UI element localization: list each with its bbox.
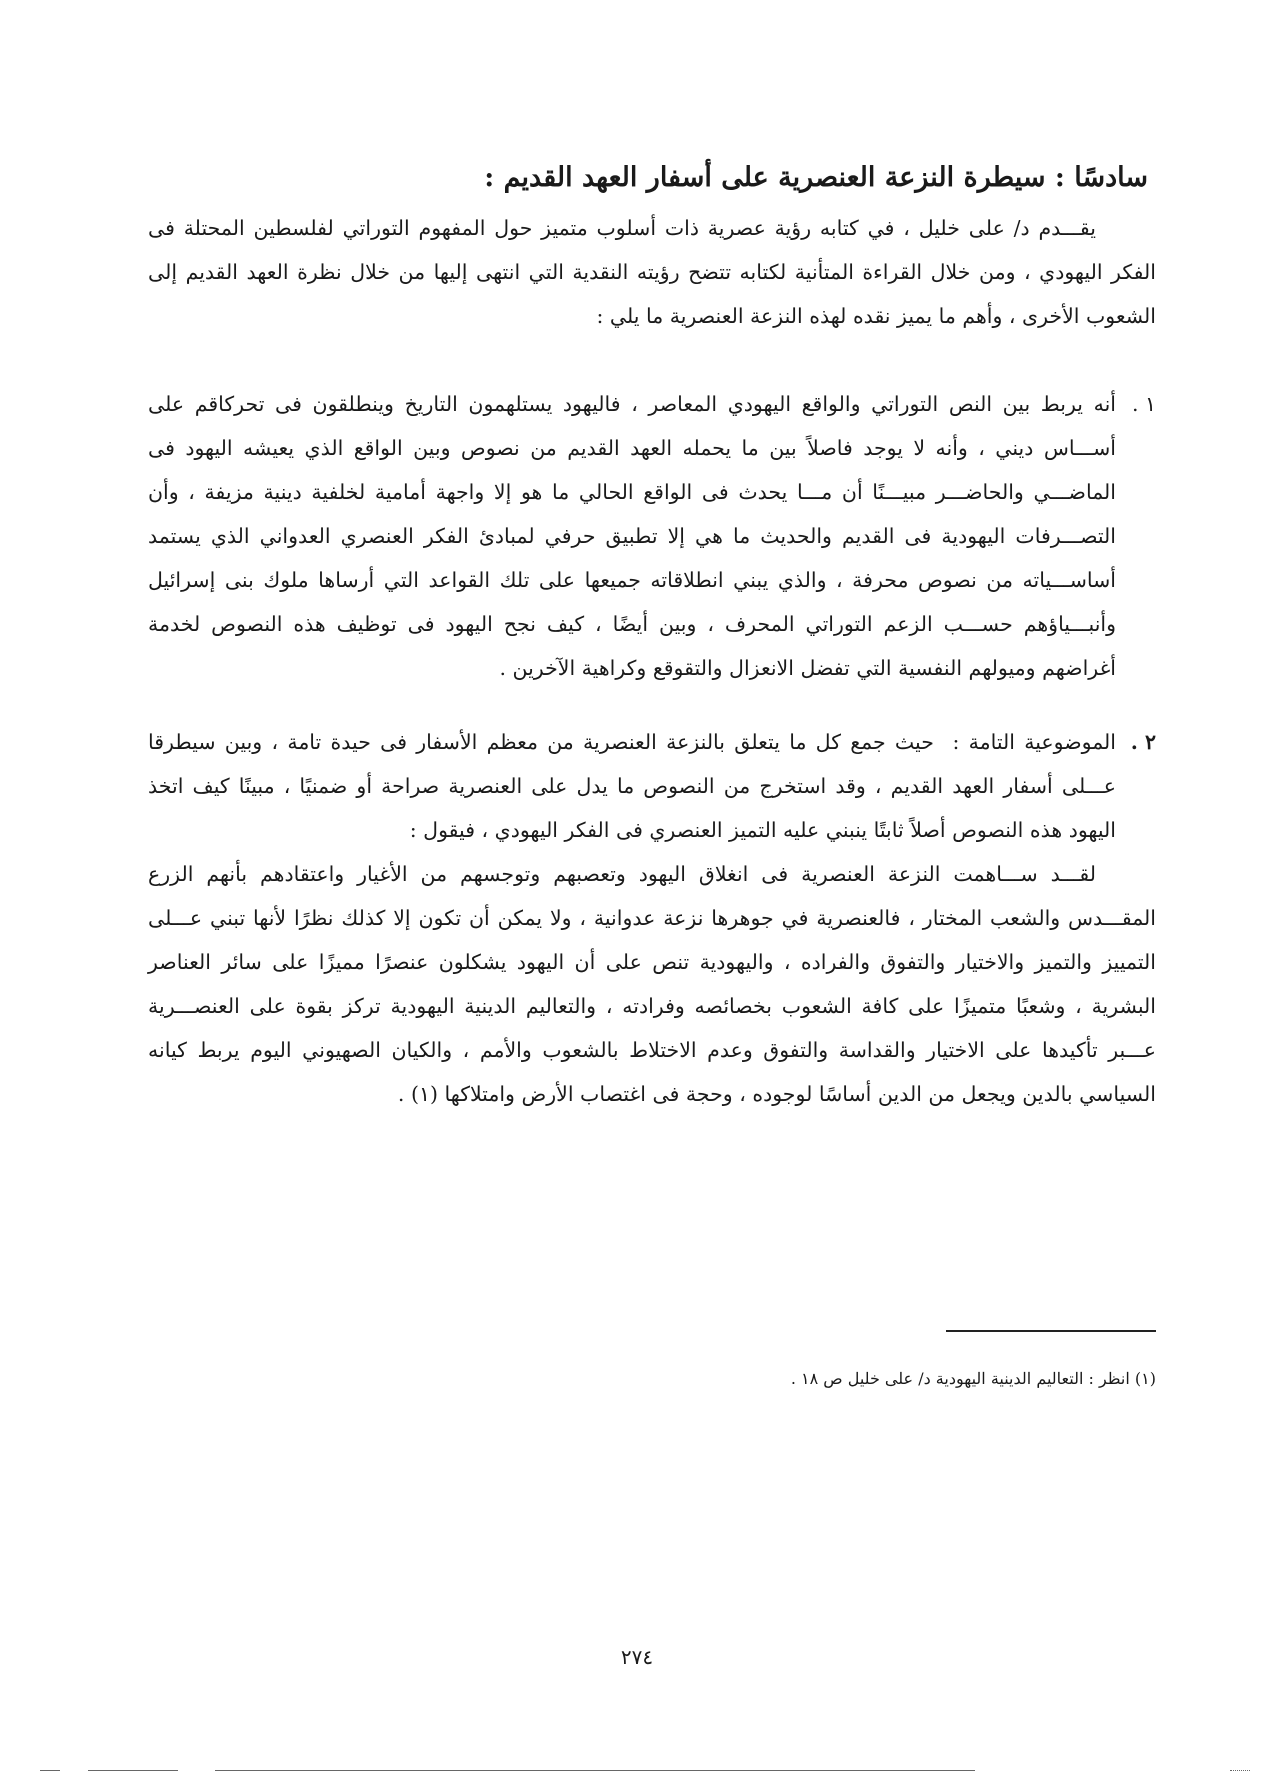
page-content xyxy=(148,158,1156,1116)
quote-text: لقـــد ســـاهمت النزعة العنصرية فى انغلاق اليهود وتعصبهم وتوجسهم من الأغيار واعتقادهم بأنهم الزرع المقـــدس والشعب المختار ، فالعنصرية في جوهرها نزعة عدوانية ، ولا يمكن أن تكون إلا كذلك نظرًا لأنها تبني عـــلى التمييز والتميز والاختيار والتفوق والفراده ، واليهودية تنص على أن اليهود يشكلون عنصرًا مميزًا على سائر العناصر البشرية ، وشعبًا متميزًا على كافة الشعوب بخصائصه وفرادته ، والتعاليم الدينية اليهودية تركز بقوة على العنصـــرية عـــبر تأكيدها على الاختيار والقداسة والتفوق وعدم الاختلاط بالشعوب والأمم ، والكيان الصهيوني اليوم يربط كيانه السياسي بالدين ويجعل من الدين أساسًا لوجوده ، وحجة فى اغتصاب الأرض وامتلاكها xyxy=(148,862,1156,1106)
intro-paragraph: يقـــدم د/ على خليل ، في كتابه رؤية عصرية ذات أسلوب متميز حول المفهوم التوراتي لفلسطين المحتلة فى الفكر اليهودي ، ومن خلال القراءة المتأنية لكتابه تتضح رؤيته النقدية التي انتهى إليها من خلال نظرة العهد القديم إلى الشعوب الأخرى ، وأهم ما يميز نقده لهذه النزعة العنصرية ما يلي : xyxy=(148,216,1156,328)
scan-edge-line xyxy=(40,1770,60,1771)
spacer xyxy=(148,690,1156,720)
footnote: (١) انظر : التعاليم الدينية اليهودية د/ على خليل ص ١٨ . xyxy=(790,1369,1156,1388)
footnote-reference: (١) xyxy=(410,1082,438,1106)
list-marker-1: ١ . xyxy=(1131,392,1156,416)
scan-edge-line xyxy=(215,1770,975,1771)
footnote-divider xyxy=(946,1330,1156,1332)
section-heading: سادسًا : سيطرة النزعة العنصرية على أسفار العهد القديم : xyxy=(484,162,1148,193)
quote-end: . xyxy=(397,1082,411,1106)
list-item-1 xyxy=(148,382,1156,690)
list-lead-2: الموضوعية التامة : xyxy=(952,730,1116,754)
quote-paragraph xyxy=(148,852,1156,1116)
spacer xyxy=(148,338,1156,382)
list-text-2 xyxy=(148,720,1116,852)
scan-edge-line xyxy=(88,1770,178,1771)
list-marker-2: ٢ . xyxy=(1130,730,1156,754)
list-text-1: أنه يربط بين النص التوراتي والواقع اليهودي المعاصر ، فاليهود يستلهمون التاريخ وينطلقون فى تحركاقم على أســـاس ديني ، وأنه لا يوجد فاصلاً بين ما يحمله العهد القديم من نصوص وبين الواقع الذي يعيشه اليهود فى الماضـــي والحاضـــر مبيـــنًا أن مـــا يحدث فى الواقع الحالي ما هو إلا واجهة أمامية لخلفية دينية مزيفة ، وأن التصـــرفات اليهودية فى القديم والحديث ما هي إلا تطبيق حرفي لمبادئ الفكر العنصري العدواني الذي يستمد أساســـياته من نصوص محرفة ، والذي يبني انطلاقاته جميعها على تلك القواعد التي أرساها ملوك بنى إسرائيل وأنبـــياؤهم حســـب الزعم التوراتي المحرف ، وبين أيضًا ، كيف نجح اليهود فى توظيف هذه النصوص لخدمة أغراضهم وميولهم النفسية التي تفضل الانعزال والتقوقع وكراهية الآخرين . xyxy=(148,392,1116,680)
list-item-2 xyxy=(148,720,1156,852)
scan-edge-line xyxy=(1230,1770,1250,1771)
list-body-2: حيث جمع كل ما يتعلق بالنزعة العنصرية من معظم الأسفار فى حيدة تامة ، وبين سيطرقا عـــلى أسفار العهد القديم ، وقد استخرج من النصوص ما يدل على العنصرية صراحة أو ضمنيًا ، مبينًا كيف اتخذ اليهود هذه النصوص أصلاً ثابتًا ينبني عليه التميز العنصري فى الفكر اليهودي ، فيقول : xyxy=(148,730,1116,842)
page-number: ٢٧٤ xyxy=(620,1645,654,1669)
